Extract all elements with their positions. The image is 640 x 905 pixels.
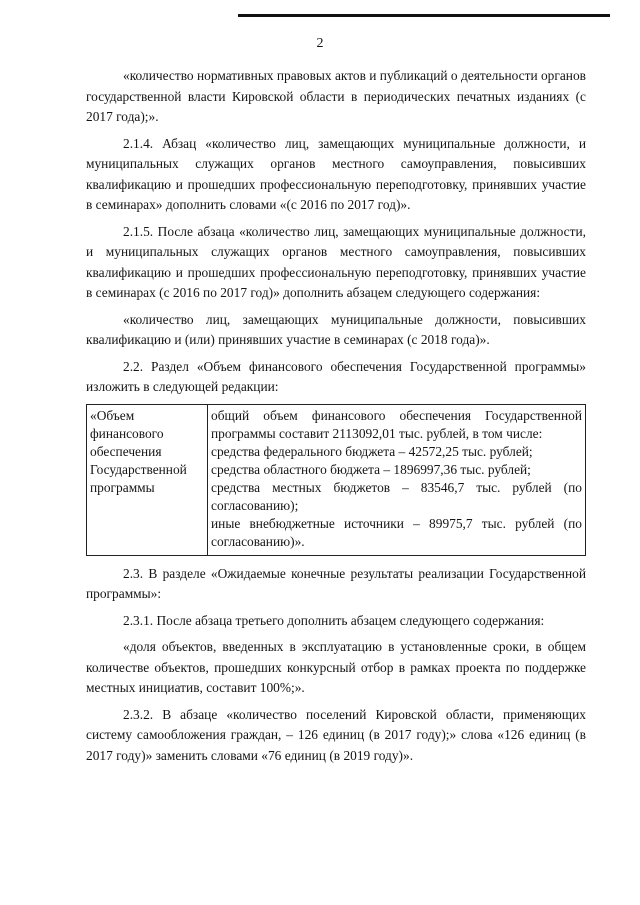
paragraph-quote-publications: «количество нормативных правовых актов и публикаций о деятельности органов государственной власти Кировской области в периодических печатных изданиях (с 2017 года);». xyxy=(86,68,586,124)
paragraph-2-2: 2.2. Раздел «Объем финансового обеспечения Государственной программы» изложить в следующей редакции: xyxy=(86,358,586,394)
paragraph-quote-seminars: «количество лиц, замещающих муниципальные должности, повысивших квалификацию и (или) принявших участие в семинарах (с 2018 года)». xyxy=(86,311,586,347)
finance-table xyxy=(86,404,586,556)
finance-extrabudget-line: иные внебюджетные источники – 89975,7 тыс. рублей (по согласованию)». xyxy=(211,515,582,549)
table-cell-values xyxy=(208,404,586,555)
paragraph-quote-objects: «доля объектов, введенных в эксплуатацию в установленные сроки, в общем количестве объектов, прошедших конкурсный отбор в рамках проекта по поддержке местных инициатив, составит 100%;». xyxy=(86,639,586,695)
page-number: 2 xyxy=(316,36,324,51)
paragraph-2-1-5: 2.1.5. После абзаца «количество лиц, замещающих муниципальные должности, и муниципальных служащих органов местного самоуправления, повысивших квалификацию и прошедших профессиональную переподготовку, принявших участие в семинарах (с 2016 по 2017 год)» дополнить абзацем следующего содержания: xyxy=(86,223,586,300)
paragraph-2-3: 2.3. В разделе «Ожидаемые конечные результаты реализации Государственной программы»: xyxy=(86,565,586,601)
table-cell-heading: «Объем финансового обеспечения Государственной программы xyxy=(87,404,208,555)
document-body xyxy=(86,66,586,772)
finance-regional-line: средства областного бюджета – 1896997,36 тыс. рублей; xyxy=(211,461,531,477)
paragraph-2-1-4: 2.1.4. Абзац «количество лиц, замещающих муниципальные должности, и муниципальных служащих органов местного самоуправления, повысивших квалификацию и прошедших профессиональную переподготовку, принявших участие в семинарах» дополнить словами «(с 2016 по 2017 год)». xyxy=(86,135,586,212)
finance-federal-line: средства федерального бюджета – 42572,25 тыс. рублей; xyxy=(211,443,533,459)
finance-local-line: средства местных бюджетов – 83546,7 тыс. рублей (по согласованию); xyxy=(211,479,582,513)
finance-total-line: общий объем финансового обеспечения Государственной программы составит 2113092,01 тыс. рублей, в том числе: xyxy=(211,407,582,441)
paragraph-2-3-2: 2.3.2. В абзаце «количество поселений Кировской области, применяющих систему самообложения граждан, – 126 единиц (в 2017 году);» слова «126 единиц (в 2017 году)» заменить словами «76 единиц (в 2019 году)». xyxy=(86,706,586,763)
header-rule xyxy=(238,14,610,17)
paragraph-2-3-1: 2.3.1. После абзаца третьего дополнить абзацем следующего содержания: xyxy=(123,612,545,628)
table-row xyxy=(87,404,586,555)
